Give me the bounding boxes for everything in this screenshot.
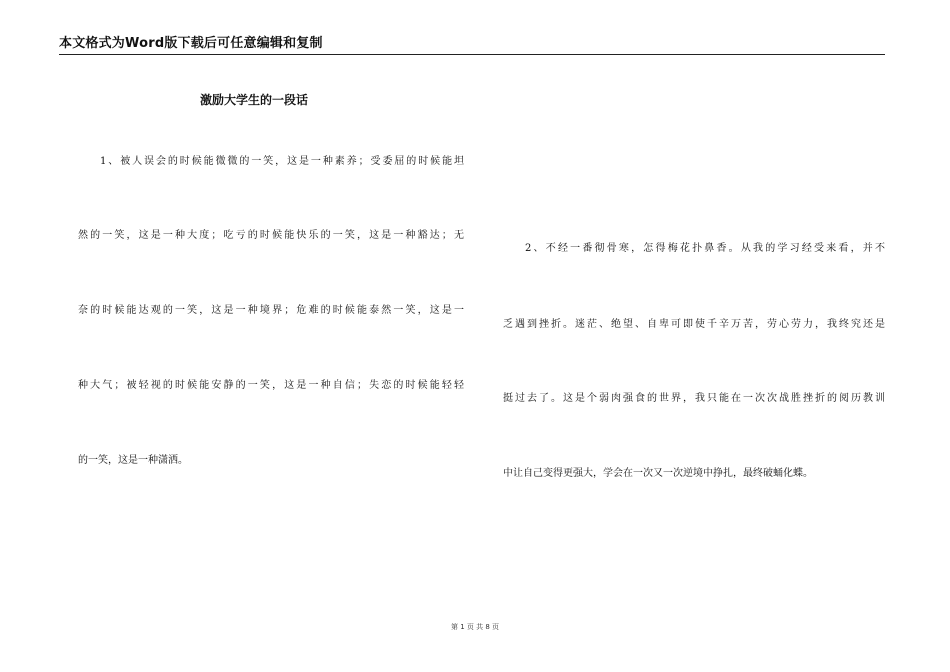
paragraph-line: 1、被人误会的时候能微微的一笑，这是一种素养；受委屈的时候能坦: [100, 156, 464, 167]
paragraph-line: 挺过去了。这是个弱肉强食的世界，我只能在一次次战胜挫折的阅历教训: [503, 393, 885, 404]
paragraph-line: 中让自己变得更强大，学会在一次又一次逆境中挣扎，最终破蛹化蝶。: [503, 468, 813, 479]
paragraph-line: 然的一笑，这是一种大度；吃亏的时候能快乐的一笑，这是一种豁达；无: [78, 230, 464, 241]
page-header: [59, 36, 885, 55]
paragraph-line: 的一笑，这是一种潇洒。: [78, 455, 188, 466]
paragraph-line: 种大气；被轻视的时候能安静的一笑，这是一种自信；失恋的时候能轻轻: [78, 380, 464, 391]
header-text: 本文格式为Word版下载后可任意编辑和复制: [59, 36, 323, 51]
document-title: 激励大学生的一段话: [200, 93, 309, 107]
paragraph-line: 奈的时候能达观的一笑，这是一种境界；危难的时候能泰然一笑，这是一: [78, 305, 464, 316]
page-number: 第 1 页 共 8 页: [450, 623, 500, 631]
paragraph-line: 2、不经一番彻骨寒，怎得梅花扑鼻香。从我的学习经受来看，并不: [525, 243, 885, 254]
paragraph-line: 乏遇到挫折。迷茫、绝望、自卑可即使千辛万苦，劳心劳力，我终究还是: [503, 319, 885, 330]
